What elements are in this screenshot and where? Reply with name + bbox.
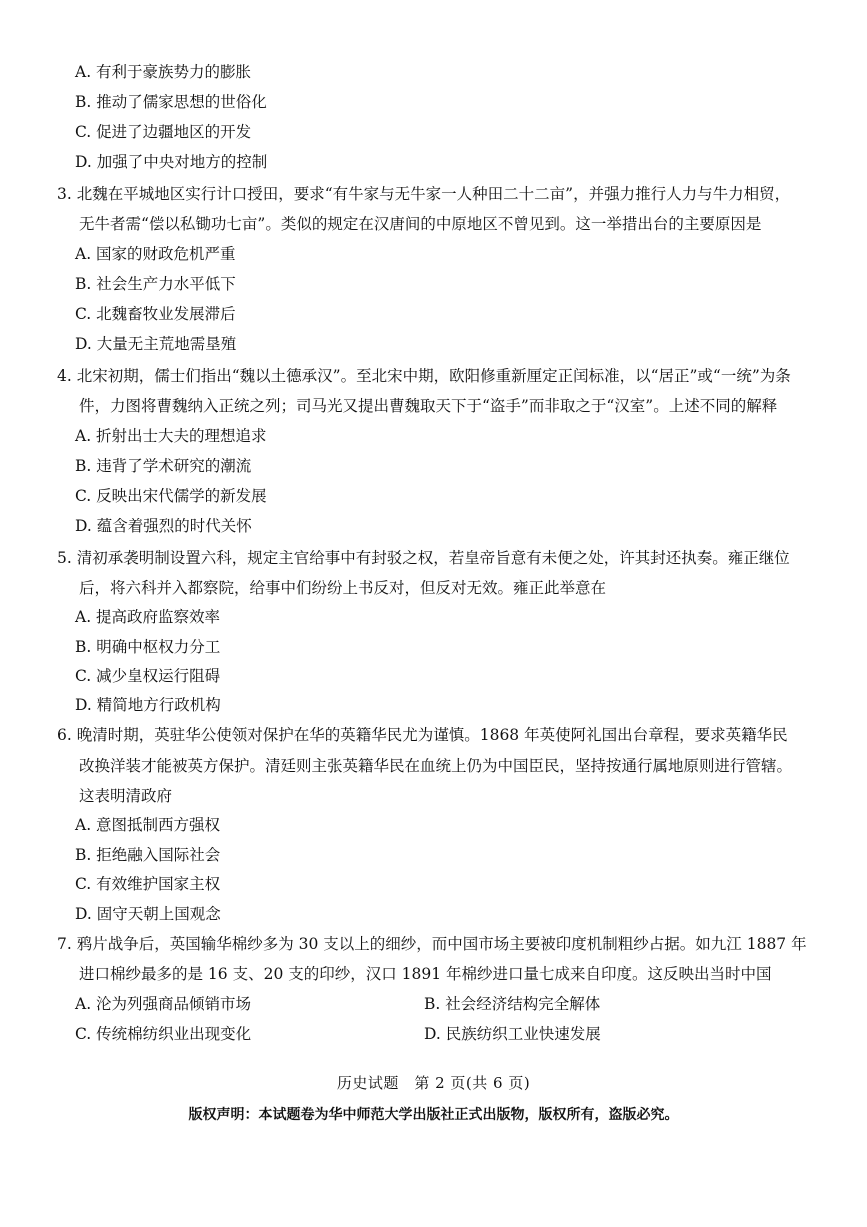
q5-option-d: D. 精简地方行政机构 [75,696,221,714]
q5-option-c: C. 减少皇权运行阻碍 [75,667,221,685]
q5-option-b: B. 明确中枢权力分工 [75,638,221,656]
q7-stem-line-2: 进口棉纱最多的是 16 支、20 支的印纱，汉口 1891 年棉纱进口量七成来自印度。这反映出当时中国 [79,965,772,983]
q7-stem-line-1: 7. 鸦片战争后，英国输华棉纱多为 30 支以上的细纱，而中国市场主要被印度机制粗纱占据。如九江 1887 年 [57,935,807,953]
q6-option-c: C. 有效维护国家主权 [75,875,221,893]
copyright-notice: 版权声明：本试题卷为华中师范大学出版社正式出版物，版权所有，盗版必究。 [188,1107,679,1123]
q6-stem-line-2: 改换洋装才能被英方保护。清廷则主张英籍华民在血统上仍为中国臣民，坚持按通行属地原则进行管辖。 [79,757,793,775]
q3-option-b: B. 社会生产力水平低下 [75,275,236,293]
q6-stem-line-3: 这表明清政府 [79,787,173,805]
q4-stem-line-2: 件，力图将曹魏纳入正统之列；司马光又提出曹魏取天下于“盗手”而非取之于“汉室”。上述不同的解释 [79,397,778,415]
q3-stem-line-2: 无牛者需“偿以私锄功七亩”。类似的规定在汉唐间的中原地区不曾见到。这一举措出台的主要原因是 [79,215,762,233]
q4-option-a: A. 折射出士大夫的理想追求 [75,427,267,445]
q5-option-a: A. 提高政府监察效率 [75,608,221,626]
q2-option-b: B. 推动了儒家思想的世俗化 [75,93,267,111]
q4-option-d: D. 蕴含着强烈的时代关怀 [75,517,252,535]
q6-option-a: A. 意图抵制西方强权 [75,816,221,834]
q2-option-a: A. 有利于豪族势力的膨胀 [75,63,252,81]
q7-option-c: C. 传统棉纺织业出现变化 [75,1025,252,1043]
q6-option-d: D. 固守天朝上国观念 [75,905,221,923]
q4-stem-line-1: 4. 北宋初期，儒士们指出“魏以土德承汉”。至北宋中期，欧阳修重新厘定正闰标准，以“居正”或“一统”为条 [57,367,791,385]
q2-option-d: D. 加强了中央对地方的控制 [75,153,268,171]
q6-stem-line-1: 6. 晚清时期，英驻华公使领对保护在华的英籍华民尤为谨慎。1868 年英使阿礼国出台章程，要求英籍华民 [57,726,788,744]
q7-option-d: D. 民族纺织工业快速发展 [424,1025,601,1043]
q7-option-a: A. 沦为列强商品倾销市场 [75,995,252,1013]
q2-option-c: C. 促进了边疆地区的开发 [75,123,252,141]
q3-option-c: C. 北魏畜牧业发展滞后 [75,305,236,323]
q5-stem-line-2: 后，将六科并入都察院，给事中们纷纷上书反对，但反对无效。雍正此举意在 [79,579,607,597]
q3-option-a: A. 国家的财政危机严重 [75,245,236,263]
q4-option-b: B. 违背了学术研究的潮流 [75,457,252,475]
q3-option-d: D. 大量无主荒地需垦殖 [75,335,237,353]
page-footer-info: 历史试题 第 2 页(共 6 页) [336,1074,531,1092]
q6-option-b: B. 拒绝融入国际社会 [75,846,221,864]
q4-option-c: C. 反映出宋代儒学的新发展 [75,487,267,505]
q5-stem-line-1: 5. 清初承袭明制设置六科，规定主官给事中有封驳之权，若皇帝旨意有未便之处，许其封还执奏。雍正继位 [57,549,790,567]
q7-option-b: B. 社会经济结构完全解体 [424,995,601,1013]
q3-stem-line-1: 3. 北魏在平城地区实行计口授田，要求“有牛家与无牛家一人种田二十二亩”，并强力推行人力与牛力相贸， [57,185,791,203]
